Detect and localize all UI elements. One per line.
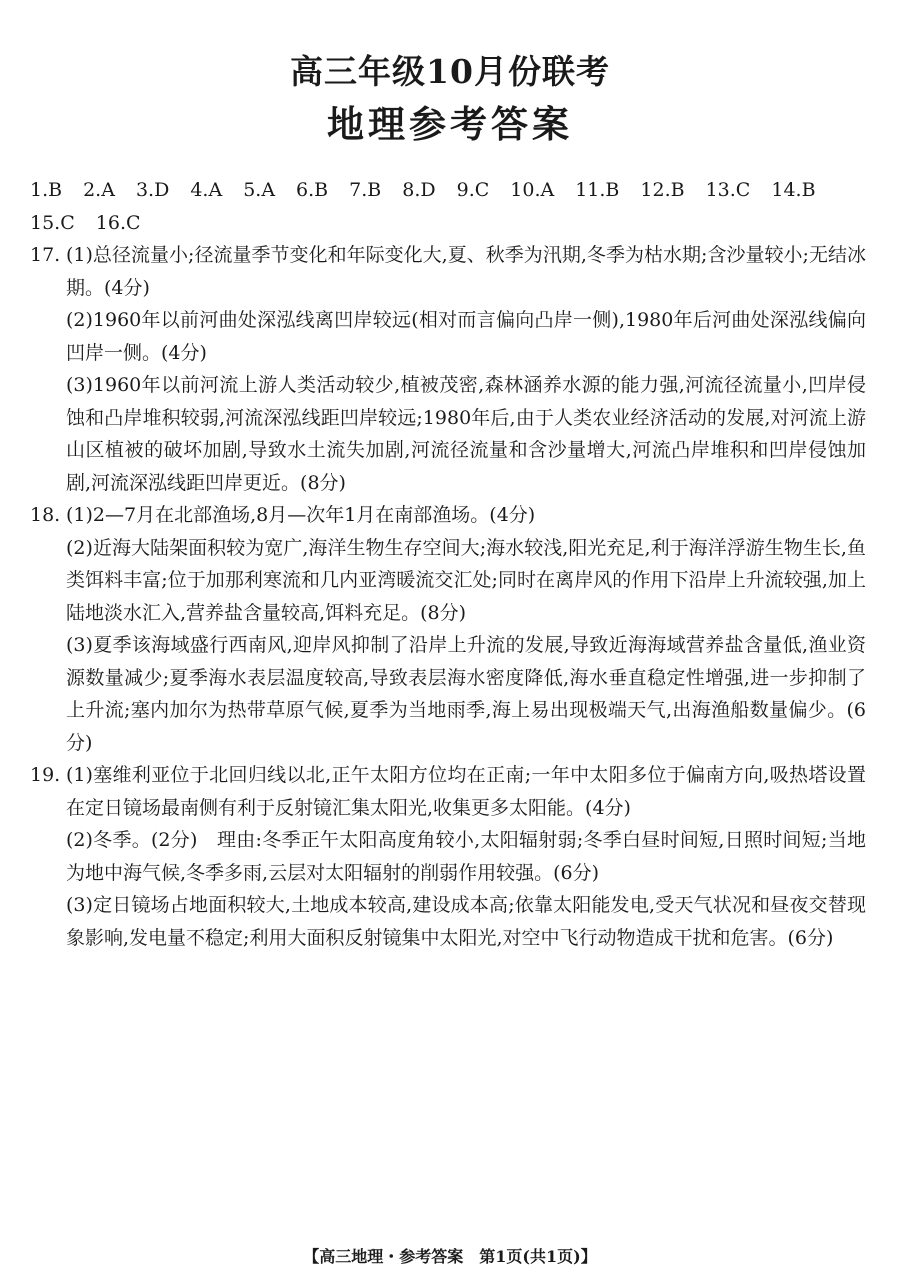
question-number: 17. <box>30 244 61 266</box>
choice-answer: 15.C <box>30 211 75 234</box>
answer-content <box>30 174 866 954</box>
choice-answers <box>30 174 866 239</box>
choice-answer: 2.A <box>83 179 115 201</box>
choice-answer: 14.B <box>771 179 816 201</box>
choice-answer: 5.A <box>243 179 276 201</box>
answer-part-1: (1)2—7月在北部渔场,8月—次年1月在南部渔场。(4分) <box>66 504 536 526</box>
page-footer: 【高三地理・参考答案 第1页(共1页)】 <box>303 1247 597 1266</box>
question-number: 18. <box>30 504 61 526</box>
page-title: 高三年级10月份联考 <box>290 52 610 91</box>
answer-part-2: (2)近海大陆架面积较为宽广,海洋生物生存空间大;海水较浅,阳光充足,利于海洋浮游生物生长,鱼类饵料丰富;位于加那利寒流和几内亚湾暖流交汇处;同时在离岸风的作用下沿岸上升流较强,加上陆地淡水汇入,营养盐含量较高,饵料充足。(8分) <box>66 536 866 624</box>
answer-part-1: (1)塞维利亚位于北回归线以北,正午太阳方位均在正南;一年中太阳多位于偏南方向,吸热塔设置在定日镜场最南侧有利于反射镜汇集太阳光,收集更多太阳能。(4分) <box>66 764 866 819</box>
question-number: 19. <box>30 764 61 786</box>
choice-answer: 4.A <box>190 179 223 201</box>
choice-answer: 13.C <box>705 179 751 201</box>
choice-answer: 6.B <box>296 179 329 201</box>
answer-part-3: (3)夏季该海域盛行西南风,迎岸风抑制了沿岸上升流的发展,导致近海海域营养盐含量低,渔业资源数量减少;夏季海水表层温度较高,导致表层海水密度降低,海水垂直稳定性增强,进一步抑制了上升流;塞内加尔为热带草原气候,夏季为当地雨季,海上易出现极端天气,出海渔船数量偏少。(6分) <box>66 634 866 754</box>
choice-answer: 3.D <box>135 179 170 201</box>
choice-answer: 12.B <box>640 179 685 201</box>
question-18 <box>30 499 866 759</box>
answer-part-2: (2)1960年以前河曲处深泓线离凹岸较远(相对而言偏向凸岸一侧),1980年后河曲处深泓线偏向凹岸一侧。(4分) <box>66 309 866 364</box>
choice-answer: 11.B <box>575 179 620 201</box>
choice-answer: 7.B <box>349 179 382 201</box>
choice-answer: 1.B <box>30 179 63 201</box>
answer-part-1: (1)总径流量小;径流量季节变化和年际变化大,夏、秋季为汛期,冬季为枯水期;含沙量较小;无结冰期。(4分) <box>66 244 866 299</box>
answer-part-3: (3)1960年以前河流上游人类活动较少,植被茂密,森林涵养水源的能力强,河流径流量小,凹岸侵蚀和凸岸堆积较弱,河流深泓线距凹岸较远;1980年后,由于人类农业经济活动的发展,对河流上游山区植被的破坏加剧,导致水土流失加剧,河流径流量和含沙量增大,河流凸岸堆积和凹岸侵蚀加剧,河流深泓线距凹岸更近。(8分) <box>66 374 866 494</box>
question-19 <box>30 759 866 954</box>
choice-answer: 16.C <box>95 211 141 234</box>
answer-part-3: (3)定日镜场占地面积较大,土地成本较高,建设成本高;依靠太阳能发电,受天气状况和昼夜交替现象影响,发电量不稳定;利用大面积反射镜集中太阳光,对空中飞行动物造成干扰和危害。(6分) <box>66 894 866 949</box>
question-17 <box>30 239 866 499</box>
choice-answer: 8.D <box>402 179 436 201</box>
choice-answer: 9.C <box>456 179 490 201</box>
choice-answer: 10.A <box>510 179 555 201</box>
page-subtitle: 地理参考答案 <box>327 102 573 146</box>
answer-part-2: (2)冬季。(2分) 理由:冬季正午太阳高度角较小,太阳辐射弱;冬季白昼时间短,日照时间短;当地为地中海气候,冬季多雨,云层对太阳辐射的削弱作用较强。(6分) <box>66 829 866 884</box>
